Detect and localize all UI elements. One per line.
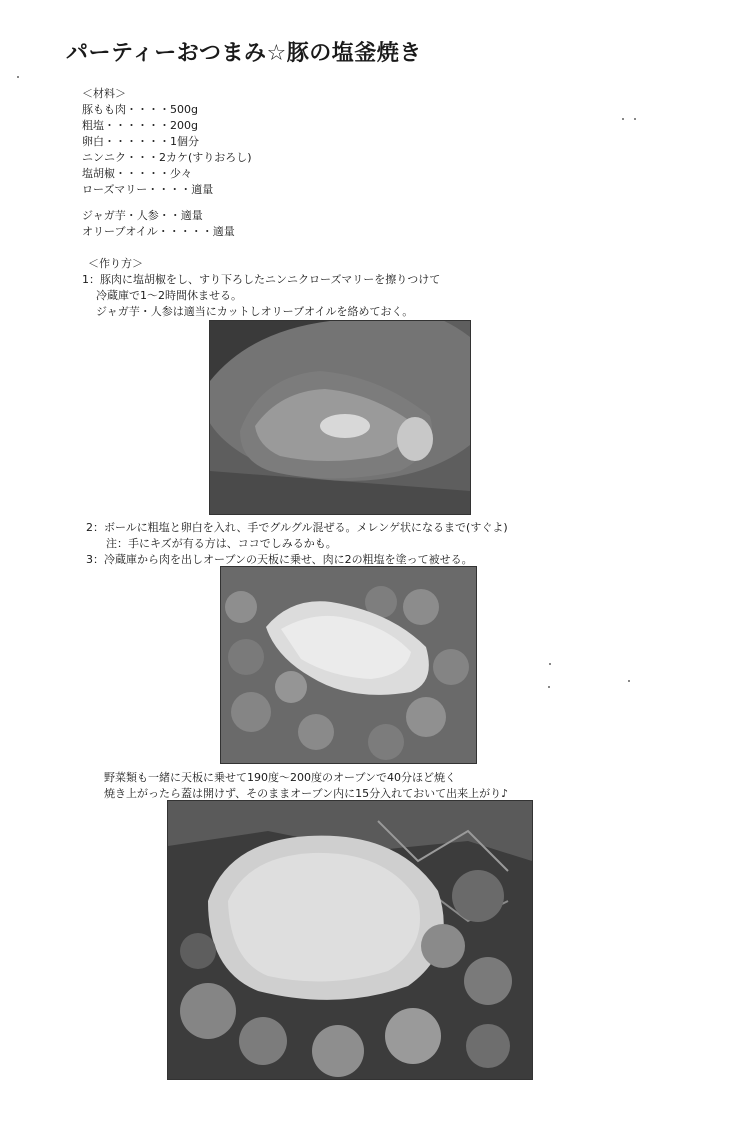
step-1-line: 冷蔵庫で1～2時間休ませる。 — [96, 289, 242, 302]
method-section-2 — [86, 520, 508, 568]
method-section-3 — [104, 770, 508, 802]
photo-seasoned-pork — [209, 320, 471, 515]
step-1-line: ジャガ芋・人参は適当にカットしオリーブオイルを絡めておく。 — [96, 305, 414, 318]
extras-section — [82, 208, 235, 240]
ingredient-item: ニンニク・・・2カケ(すりおろし) — [82, 151, 252, 164]
ingredient-item: 塩胡椒・・・・・少々 — [82, 167, 192, 180]
ingredient-item: 卵白・・・・・・1個分 — [82, 135, 199, 148]
ingredients-section — [82, 86, 252, 198]
scan-speck — [17, 76, 19, 78]
ingredient-item: 豚もも肉・・・・500g — [82, 103, 198, 116]
step-4-line: 焼き上がったら蓋は開けず、そのままオーブン内に15分入れておいて出来上がり♪ — [104, 787, 509, 800]
page-title: パーティーおつまみ☆豚の塩釜焼き — [66, 41, 422, 66]
ingredients-header: ＜材料＞ — [82, 87, 126, 100]
photo-salt-crust-pork — [220, 566, 477, 764]
step-1-line: 1：豚肉に塩胡椒をし、すり下ろしたニンニクローズマリーを擦りつけて — [82, 273, 441, 286]
ingredient-item: 粗塩・・・・・・200g — [82, 119, 198, 132]
photo-baked-salt-crust — [167, 800, 533, 1080]
ingredient-item: ジャガ芋・人参・・適量 — [82, 209, 203, 222]
scan-speck — [549, 663, 551, 665]
step-2-line: 2：ボールに粗塩と卵白を入れ、手でグルグル混ぜる。メレンゲ状になるまで(すぐよ) — [86, 521, 508, 534]
step-4-line: 野菜類も一緒に天板に乗せて190度～200度のオーブンで40分ほど焼く — [104, 771, 456, 784]
scan-speck — [628, 680, 630, 682]
ingredient-item: オリーブオイル・・・・・適量 — [82, 225, 235, 238]
step-2-note: 注：手にキズが有る方は、ココでしみるかも。 — [106, 537, 337, 550]
scan-speck — [548, 686, 550, 688]
scan-speck — [622, 118, 624, 120]
method-header: ＜作り方＞ — [88, 257, 143, 270]
scan-speck — [634, 118, 636, 120]
step-3-line: 3：冷蔵庫から肉を出しオーブンの天板に乗せ、肉に2の粗塩を塗って被せる。 — [86, 553, 473, 566]
method-section — [82, 256, 440, 320]
ingredient-item: ローズマリー・・・・適量 — [82, 183, 214, 196]
